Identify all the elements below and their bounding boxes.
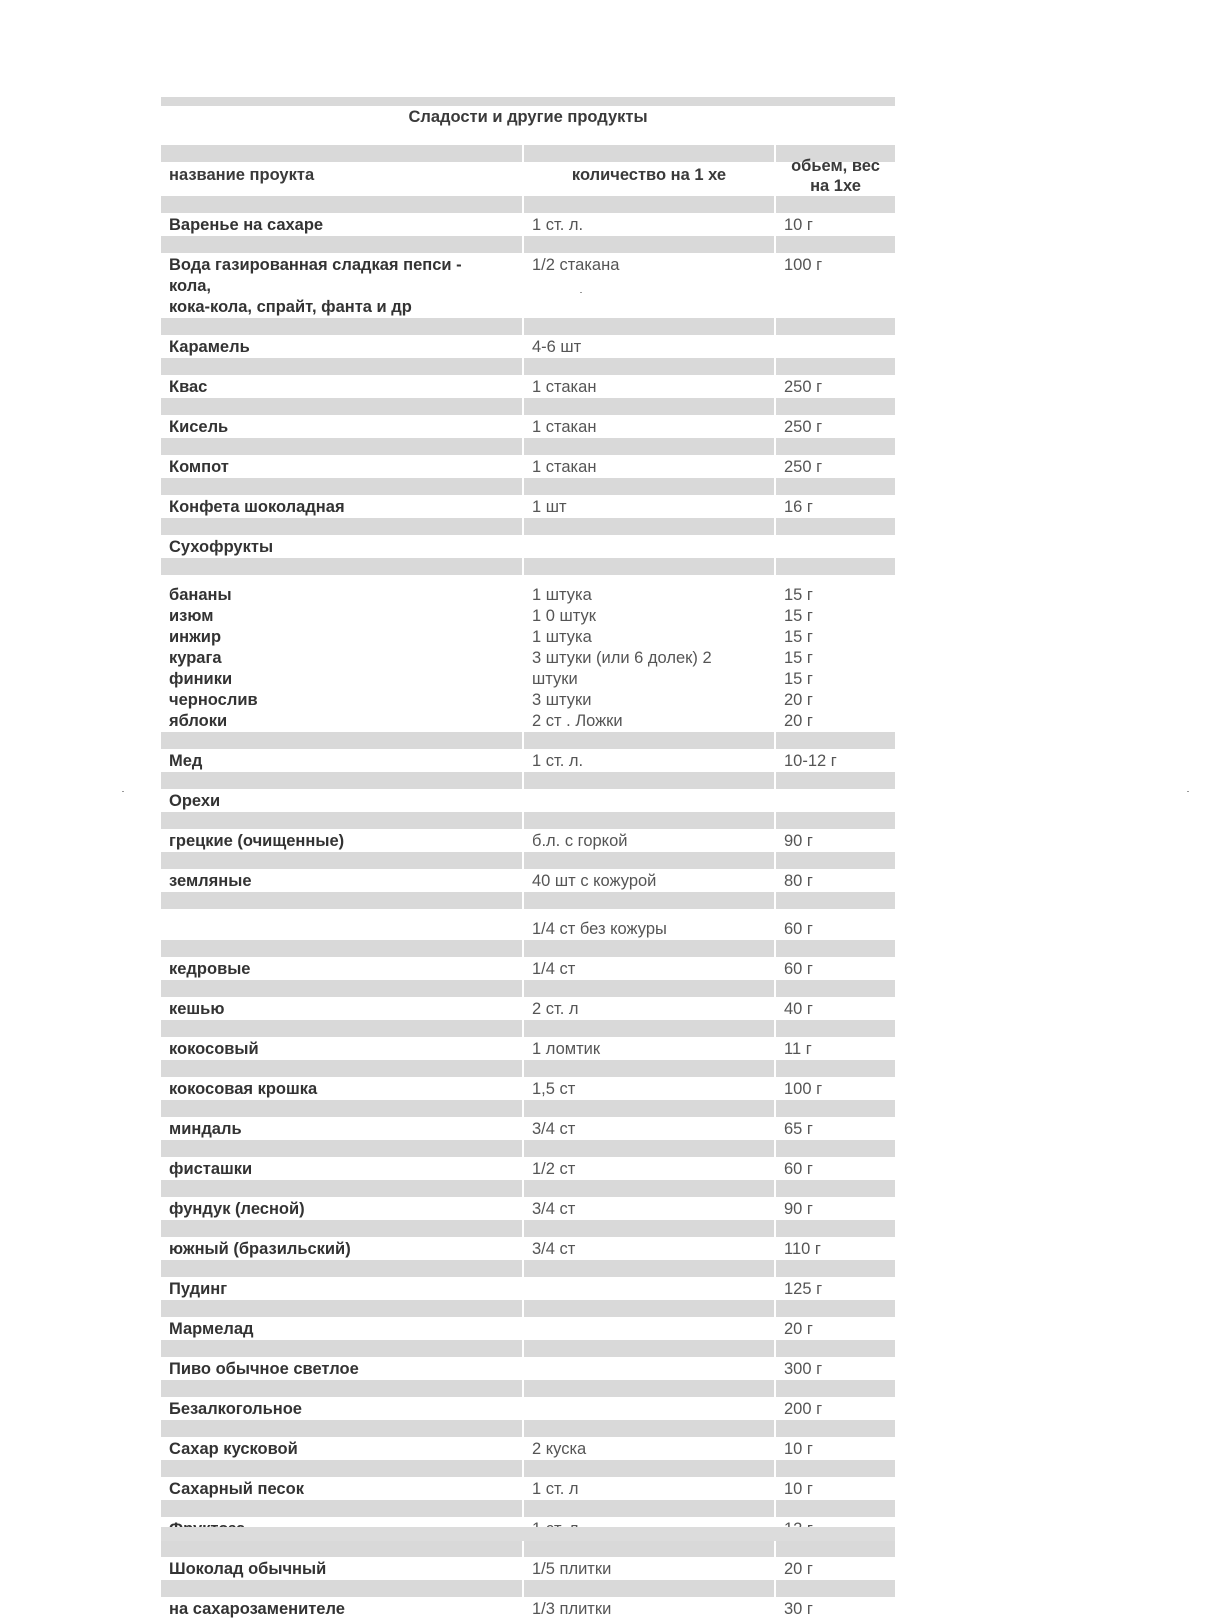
cell-weight-line: 65 г xyxy=(784,1120,813,1138)
cell-name-line: земляные xyxy=(169,872,252,890)
cell-name xyxy=(161,518,523,558)
cell-qty-line: 1 ст. л. xyxy=(532,216,584,234)
cell-qty xyxy=(523,558,775,732)
cell-qty-line: 3/4 ст xyxy=(532,1200,576,1218)
cell-name xyxy=(161,438,523,478)
cell-qty-line: 1 стакан xyxy=(532,418,597,436)
cell-qty xyxy=(523,732,775,772)
cell-name xyxy=(161,1420,523,1460)
cell-name xyxy=(161,1220,523,1260)
cell-qty xyxy=(523,236,775,318)
table-row xyxy=(161,940,895,980)
header-qty: количество на 1 хе xyxy=(523,145,775,196)
cell-name xyxy=(161,892,523,940)
cell-weight-line: 300 г xyxy=(784,1360,823,1378)
cell-name xyxy=(161,1140,523,1180)
cell-name-line: Сахар кусковой xyxy=(169,1440,298,1458)
cell-weight-line: 80 г xyxy=(784,872,813,890)
cell-name-line: фундук (лесной) xyxy=(169,1200,305,1218)
cell-name xyxy=(161,1460,523,1500)
cell-weight xyxy=(775,1540,895,1580)
cell-weight xyxy=(775,1340,895,1380)
cell-weight-line: 11 г xyxy=(784,1040,812,1058)
cell-weight xyxy=(775,358,895,398)
table-row xyxy=(161,1020,895,1060)
cell-name-line: кедровые xyxy=(169,960,251,978)
table-row xyxy=(161,1060,895,1100)
cell-weight-line: 110 г xyxy=(784,1240,821,1258)
cell-weight xyxy=(775,1180,895,1220)
cell-weight-line: 20 г xyxy=(784,1320,813,1338)
cell-weight-line: 60 г xyxy=(784,960,813,978)
cell-qty-line: 1 шт xyxy=(532,498,567,516)
cell-qty xyxy=(523,318,775,358)
cell-weight xyxy=(775,1140,895,1180)
cell-weight xyxy=(775,1380,895,1420)
cell-weight xyxy=(775,398,895,438)
cell-name xyxy=(161,1180,523,1220)
table-row xyxy=(161,1420,895,1460)
cell-weight-line xyxy=(784,337,887,358)
cell-name xyxy=(161,236,523,318)
cell-name xyxy=(161,478,523,518)
cell-name-line: Пиво обычное светлое xyxy=(169,1360,359,1378)
table-row xyxy=(161,1580,895,1620)
cell-qty-line: 3/4 ст xyxy=(532,1240,576,1258)
cell-qty xyxy=(523,772,775,812)
cell-weight-line: 40 г xyxy=(784,1000,813,1018)
cell-name xyxy=(161,558,523,732)
cell-weight xyxy=(775,236,895,318)
cell-qty xyxy=(523,478,775,518)
cell-qty-line xyxy=(532,537,766,558)
table-row xyxy=(161,1220,895,1260)
scan-speck xyxy=(122,791,124,792)
cell-weight-line: 15 г xyxy=(784,586,813,604)
cell-weight-line: 10 г xyxy=(784,1440,813,1458)
table-row xyxy=(161,358,895,398)
header-weight-line1: обьем, вес xyxy=(791,157,880,175)
cell-name xyxy=(161,358,523,398)
header-name: название проукта xyxy=(161,145,523,196)
cell-weight-line: 100 г xyxy=(784,256,823,274)
cell-name-line: чернослив xyxy=(169,691,258,709)
cell-weight xyxy=(775,1220,895,1260)
table-row xyxy=(161,1540,895,1580)
cell-qty xyxy=(523,980,775,1020)
cell-qty-line: 3 штуки xyxy=(532,691,592,709)
cell-weight-line: 90 г xyxy=(784,1200,813,1218)
cell-qty xyxy=(523,1180,775,1220)
table-body xyxy=(161,97,895,1620)
cell-weight xyxy=(775,1100,895,1140)
cell-name-line: инжир xyxy=(169,628,222,646)
cell-qty xyxy=(523,1380,775,1420)
cell-name-line: финики xyxy=(169,670,233,688)
cell-name-line: южный (бразильский) xyxy=(169,1240,351,1258)
cell-weight-line: 10 г xyxy=(784,1480,813,1498)
cell-name xyxy=(161,196,523,236)
cell-name-line: кешью xyxy=(169,1000,225,1018)
table-row xyxy=(161,852,895,892)
cell-qty-line: 40 шт с кожурой xyxy=(532,872,657,890)
table-row xyxy=(161,558,895,732)
table-row xyxy=(161,1100,895,1140)
cell-name-line: миндаль xyxy=(169,1120,242,1138)
cell-qty-line xyxy=(532,1319,766,1340)
scan-speck xyxy=(1187,791,1189,792)
cell-weight-line: 20 г xyxy=(784,1560,813,1578)
cell-qty-line xyxy=(532,1279,766,1300)
cell-name-line: кола, xyxy=(169,277,211,295)
table-title: Сладости и другие продукты xyxy=(161,97,895,145)
cell-qty xyxy=(523,1260,775,1300)
cell-name xyxy=(161,1380,523,1420)
cell-weight xyxy=(775,318,895,358)
cell-name xyxy=(161,732,523,772)
cell-qty-line: 3/4 ст xyxy=(532,1120,576,1138)
cell-qty xyxy=(523,398,775,438)
cell-qty-line: 1/2 ст xyxy=(532,1160,576,1178)
cell-name-line xyxy=(169,919,514,940)
table-row xyxy=(161,812,895,852)
cell-weight-line: 10 г xyxy=(784,216,813,234)
cell-weight-line: 10-12 г xyxy=(784,752,837,770)
cell-name-line: грецкие (очищенные) xyxy=(169,832,345,850)
cell-name-line: кокосовый xyxy=(169,1040,259,1058)
cell-name xyxy=(161,1580,523,1620)
cell-qty xyxy=(523,1140,775,1180)
cell-name xyxy=(161,852,523,892)
cell-name xyxy=(161,1260,523,1300)
cell-name-line: Мармелад xyxy=(169,1320,254,1338)
cell-qty xyxy=(523,1420,775,1460)
cell-name-line: Компот xyxy=(169,458,229,476)
cell-weight-line: 15 г xyxy=(784,628,813,646)
cell-weight xyxy=(775,732,895,772)
table-row xyxy=(161,772,895,812)
cell-name-line: Орехи xyxy=(169,792,221,810)
cell-name-line: бананы xyxy=(169,586,232,604)
cell-name-line: Безалкогольное xyxy=(169,1400,302,1418)
cell-qty-line xyxy=(532,791,766,812)
cell-weight-line: 16 г xyxy=(784,498,813,516)
cell-name xyxy=(161,1060,523,1100)
cell-weight-line: 250 г xyxy=(784,378,823,396)
cell-qty-line: 1 штука xyxy=(532,628,592,646)
cell-weight xyxy=(775,1300,895,1340)
table-row xyxy=(161,236,895,318)
cell-qty-line: штуки xyxy=(532,670,578,688)
cell-weight xyxy=(775,1460,895,1500)
cell-weight xyxy=(775,558,895,732)
cell-name-line: Карамель xyxy=(169,338,250,356)
cell-weight-line: 60 г xyxy=(784,920,813,938)
table-row xyxy=(161,1380,895,1420)
cell-qty xyxy=(523,892,775,940)
cell-qty xyxy=(523,1300,775,1340)
cell-name xyxy=(161,1020,523,1060)
cell-weight xyxy=(775,852,895,892)
cell-weight-line: 100 г xyxy=(784,1080,823,1098)
table-row xyxy=(161,732,895,772)
cell-qty xyxy=(523,1220,775,1260)
cell-name xyxy=(161,318,523,358)
cell-name-line: Шоколад обычный xyxy=(169,1560,327,1578)
cell-qty-line: 1/5 плитки xyxy=(532,1560,612,1578)
cell-qty-line: 1/3 плитки xyxy=(532,1600,612,1618)
cell-qty-line xyxy=(532,1359,766,1380)
cell-weight xyxy=(775,438,895,478)
cell-qty-line: 1 ст. л. xyxy=(532,752,584,770)
cell-name xyxy=(161,1540,523,1580)
cell-name-line: фисташки xyxy=(169,1160,253,1178)
cell-name xyxy=(161,398,523,438)
cell-weight-line: 20 г xyxy=(784,691,813,709)
cell-qty-line: 1 0 штук xyxy=(532,607,596,625)
cell-qty-line: 2 ст . Ложки xyxy=(532,712,623,730)
cell-weight-line: 15 г xyxy=(784,649,813,667)
table-row xyxy=(161,196,895,236)
cell-weight xyxy=(775,196,895,236)
table-row xyxy=(161,318,895,358)
cell-name xyxy=(161,772,523,812)
cell-weight xyxy=(775,518,895,558)
cell-name-line: Мед xyxy=(169,752,203,770)
cell-name-line: кока-кола, спрайт, фанта и др xyxy=(169,298,412,316)
cell-weight-line: 125 г xyxy=(784,1280,823,1298)
cell-qty xyxy=(523,852,775,892)
cell-weight-line: 15 г xyxy=(784,670,813,688)
table-row xyxy=(161,518,895,558)
table-row xyxy=(161,1300,895,1340)
cell-name-line: Конфета шоколадная xyxy=(169,498,345,516)
title-row xyxy=(161,97,895,145)
cell-name-line: Сахарный песок xyxy=(169,1480,304,1498)
table-row xyxy=(161,438,895,478)
cell-name xyxy=(161,1300,523,1340)
cell-name-line: Кисель xyxy=(169,418,229,436)
cell-name-line: Квас xyxy=(169,378,208,396)
cell-qty xyxy=(523,1540,775,1580)
cell-name-line: Варенье на сахаре xyxy=(169,216,324,234)
cell-qty-line: 3 штуки (или 6 долек) 2 xyxy=(532,649,712,667)
cell-qty xyxy=(523,1580,775,1620)
cell-weight-line: 15 г xyxy=(784,607,813,625)
cell-qty-line: 1/4 ст xyxy=(532,960,576,978)
cell-weight xyxy=(775,1260,895,1300)
cell-weight xyxy=(775,940,895,980)
cell-weight xyxy=(775,1420,895,1460)
cell-weight-line: 20 г xyxy=(784,712,813,730)
cell-weight xyxy=(775,980,895,1020)
cell-qty xyxy=(523,1460,775,1500)
cell-weight-line: 250 г xyxy=(784,418,823,436)
cell-weight-line: 30 г xyxy=(784,1600,813,1618)
cell-qty xyxy=(523,1100,775,1140)
table-row xyxy=(161,980,895,1020)
cell-qty xyxy=(523,518,775,558)
table-row xyxy=(161,1140,895,1180)
cell-qty xyxy=(523,1020,775,1060)
cell-weight-line: 60 г xyxy=(784,1160,813,1178)
header-weight-line2: на 1хе xyxy=(810,177,861,195)
products-table xyxy=(161,97,895,1620)
cell-qty-line: 1/2 стакана xyxy=(532,256,620,274)
cell-qty xyxy=(523,196,775,236)
cell-name xyxy=(161,940,523,980)
header-row xyxy=(161,145,895,196)
cell-name xyxy=(161,1340,523,1380)
cell-name-line: Вода газированная сладкая пепси - xyxy=(169,256,462,274)
cell-weight xyxy=(775,772,895,812)
cell-weight-line xyxy=(784,791,887,812)
cell-qty-line: 1/4 ст без кожуры xyxy=(532,920,667,938)
cell-qty xyxy=(523,812,775,852)
cell-name-line: яблоки xyxy=(169,712,228,730)
cell-weight-line xyxy=(784,537,887,558)
cell-weight-line: 200 г xyxy=(784,1400,823,1418)
cell-qty-line: 2 куска xyxy=(532,1440,587,1458)
cell-qty-line xyxy=(532,1399,766,1420)
cell-qty xyxy=(523,1340,775,1380)
cell-weight xyxy=(775,892,895,940)
header-weight xyxy=(775,145,895,196)
cell-qty xyxy=(523,940,775,980)
table-row xyxy=(161,1260,895,1300)
cell-name-line: на сахарозаменителе xyxy=(169,1600,345,1618)
cell-name xyxy=(161,1100,523,1140)
table-row xyxy=(161,478,895,518)
cell-qty-line: 4-6 шт xyxy=(532,338,582,356)
cell-name-line: курага xyxy=(169,649,222,667)
table-row xyxy=(161,892,895,940)
scan-speck xyxy=(580,292,582,293)
cell-qty-line: б.л. с горкой xyxy=(532,832,628,850)
cell-qty-line: 1 стакан xyxy=(532,458,597,476)
cell-name-line: кокосовая крошка xyxy=(169,1080,318,1098)
cell-name-line: изюм xyxy=(169,607,214,625)
cell-weight xyxy=(775,1020,895,1060)
cell-weight xyxy=(775,1060,895,1100)
cell-qty-line: 1 ст. л xyxy=(532,1480,579,1498)
cell-name xyxy=(161,980,523,1020)
table-row xyxy=(161,1460,895,1500)
cell-qty-line: 1,5 ст xyxy=(532,1080,576,1098)
cell-weight xyxy=(775,1580,895,1620)
cell-qty-line: 1 стакан xyxy=(532,378,597,396)
table-row xyxy=(161,1340,895,1380)
cell-weight-line: 250 г xyxy=(784,458,823,476)
cell-name-line: Пудинг xyxy=(169,1280,228,1298)
cell-qty-line: 1 ломтик xyxy=(532,1040,601,1058)
cell-weight-line: 90 г xyxy=(784,832,813,850)
bottom-stripe xyxy=(161,1527,895,1541)
cell-qty-line: 1 штука xyxy=(532,586,592,604)
cell-qty-line: 2 ст. л xyxy=(532,1000,579,1018)
cell-qty xyxy=(523,1060,775,1100)
cell-name-line: Сухофрукты xyxy=(169,538,274,556)
cell-qty xyxy=(523,358,775,398)
cell-name xyxy=(161,812,523,852)
cell-weight xyxy=(775,478,895,518)
cell-weight xyxy=(775,812,895,852)
cell-qty xyxy=(523,438,775,478)
table-row xyxy=(161,1180,895,1220)
table-row xyxy=(161,398,895,438)
